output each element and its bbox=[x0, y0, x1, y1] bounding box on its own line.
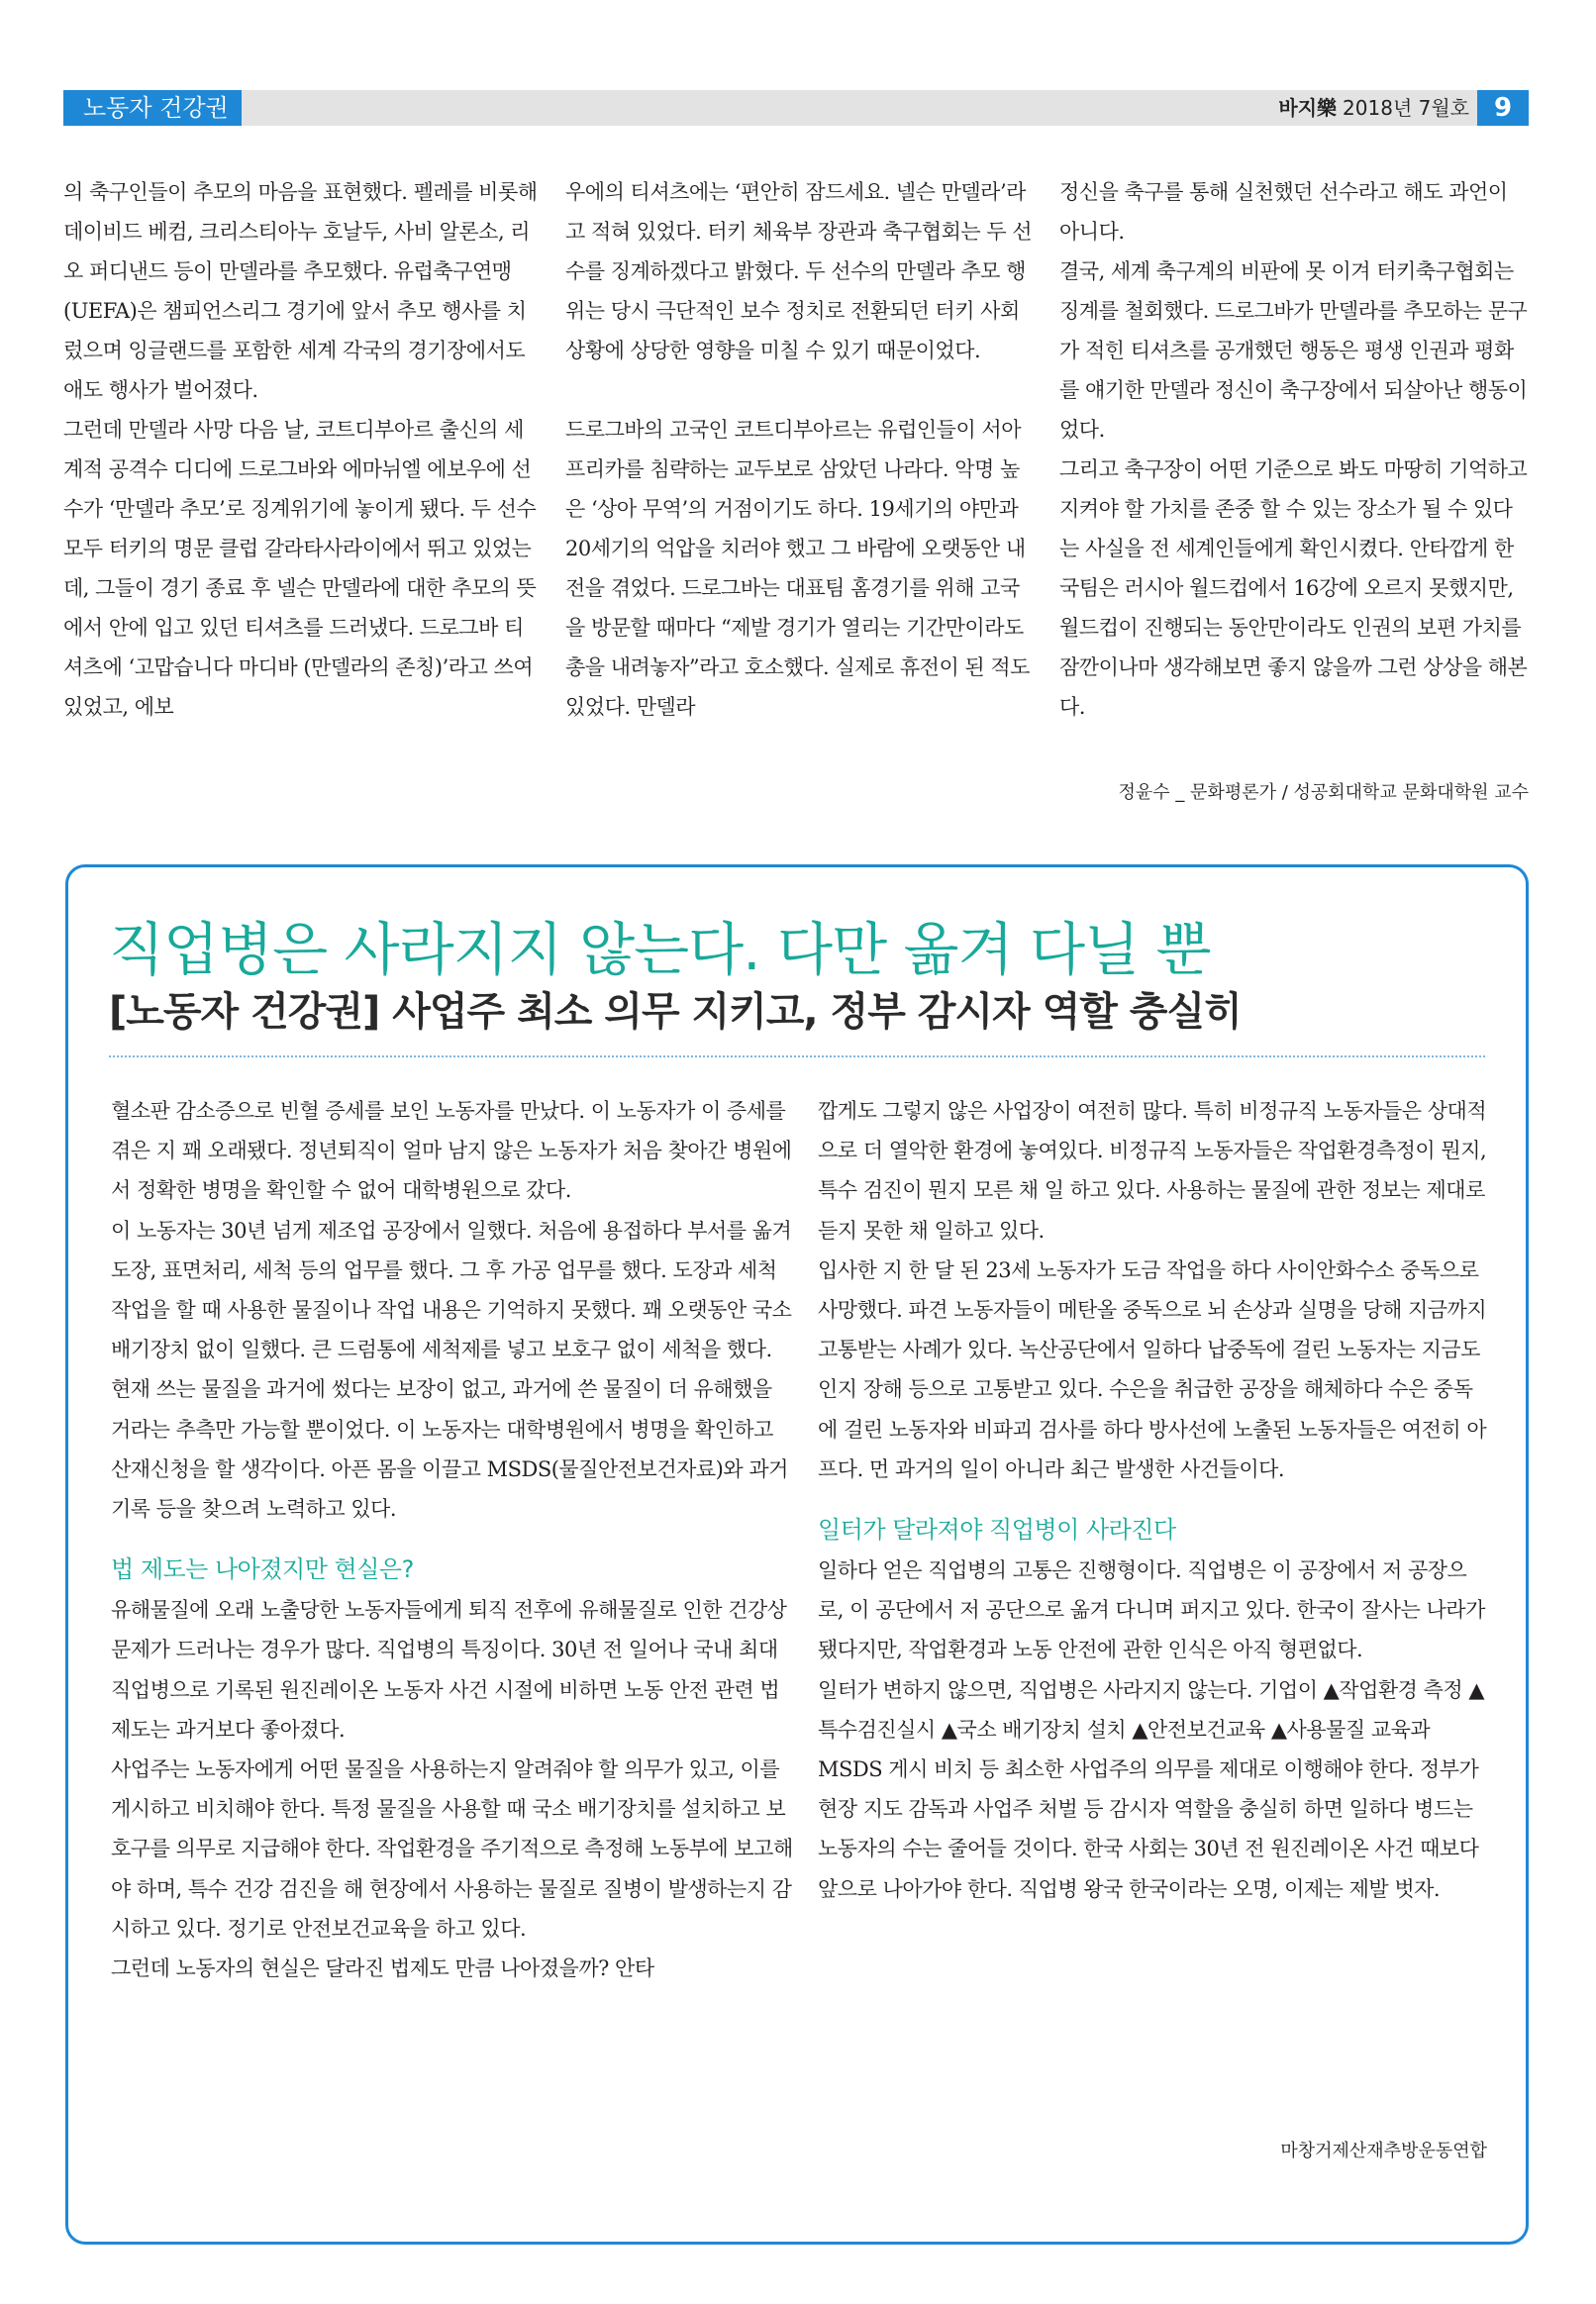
paragraph: 의 축구인들이 추모의 마음을 표현했다. 펠레를 비롯해 데이비드 베컴, 크리스티아누 호날두, 사비 알론소, 리오 퍼디낸드 등이 만델라를 추모했다. 유럽축구연맹(UEFA)은 챔피언스리그 경기에 앞서 추모 행사를 치렀으며 잉글랜드를 포함한 세계 각국의 경기장에서도 애도 행사가 벌어졌다. bbox=[63, 180, 538, 402]
magazine-name: 바지樂 bbox=[1278, 96, 1338, 120]
section-heading: 법 제도는 나아졌지만 현실은? bbox=[111, 1555, 414, 1584]
top-article-column-2 bbox=[565, 172, 1033, 727]
feature-column-2 bbox=[818, 1091, 1487, 1909]
issue-date: 2018년 7월호 bbox=[1343, 96, 1469, 120]
issue-info bbox=[1278, 90, 1469, 126]
page-header bbox=[63, 90, 1529, 126]
top-article-byline: 정윤수 _ 문화평론가 / 성공회대학교 문화대학원 교수 bbox=[1118, 782, 1529, 803]
paragraph: 혈소판 감소증으로 빈혈 증세를 보인 노동자를 만났다. 이 노동자가 이 증세를 겪은 지 꽤 오래됐다. 정년퇴직이 얼마 남지 않은 노동자가 처음 찾아간 병원에서 정확한 병명을 확인할 수 없어 대학병원으로 갔다. bbox=[111, 1099, 792, 1203]
paragraph: 그리고 축구장이 어떤 기준으로 봐도 마땅히 기억하고 지켜야 할 가치를 존중 할 수 있는 장소가 될 수 있다는 사실을 전 세계인들에게 확인시켰다. 안타깝게 한국팀은 러시아 월드컵에서 16강에 오르지 못했지만, 월드컵이 진행되는 동안만이라도 인권의 보편 가치를 잠깐이나마 생각해보면 좋지 않을까 그런 상상을 해본다. bbox=[1059, 457, 1528, 719]
paragraph: 일하다 얻은 직업병의 고통은 진행형이다. 직업병은 이 공장에서 저 공장으로, 이 공단에서 저 공단으로 옮겨 다니며 퍼지고 있다. 한국이 잘사는 나라가 됐다지만, 작업환경과 노동 안전에 관한 인식은 아직 형편없다. bbox=[818, 1558, 1485, 1662]
section-heading: 일터가 달라져야 직업병이 사라진다 bbox=[818, 1516, 1176, 1545]
paragraph: 그런데 만델라 사망 다음 날, 코트디부아르 출신의 세계적 공격수 디디에 드로그바와 에마뉘엘 에보우에 선수가 ‘만델라 추모’로 징계위기에 놓이게 됐다. 두 선수 모두 터키의 명문 클럽 갈라타사라이에서 뛰고 있었는데, 그들이 경기 종료 후 넬슨 만델라에 대한 추모의 뜻에서 안에 입고 있던 티셔츠를 드러냈다. 드로그바 티셔츠에 ‘고맙습니다 마디바 (만델라의 존칭)’라고 쓰여 있었고, 에보 bbox=[63, 418, 537, 719]
paragraph: 유해물질에 오래 노출당한 노동자들에게 퇴직 전후에 유해물질로 인한 건강상 문제가 드러나는 경우가 많다. 직업병의 특징이다. 30년 전 일어나 국내 최대 직업병으로 기록된 원진레이온 노동자 사건 시절에 비하면 노동 안전 관련 법 제도는 과거보다 좋아졌다. bbox=[111, 1598, 787, 1742]
feature-byline: 마창거제산재추방운동연합 bbox=[1280, 2141, 1487, 2161]
feature-column-1 bbox=[111, 1091, 794, 1988]
paragraph: 깝게도 그렇지 않은 사업장이 여전히 많다. 특히 비정규직 노동자들은 상대적으로 더 열악한 환경에 놓여있다. 비정규직 노동자들은 작업환경측정이 뭔지, 특수 검진이 뭔지 모른 채 일 하고 있다. 사용하는 물질에 관한 정보는 제대로 듣지 못한 채 일하고 있다. bbox=[818, 1099, 1487, 1243]
paragraph: 결국, 세계 축구계의 비판에 못 이겨 터키축구협회는 징계를 철회했다. 드로그바가 만델라를 추모하는 문구가 적힌 티셔츠를 공개했던 행동은 평생 인권과 평화를 얘기한 만델라 정신이 축구장에서 되살아난 행동이었다. bbox=[1059, 259, 1528, 442]
top-article-column-1 bbox=[63, 172, 541, 727]
paragraph: 사업주는 노동자에게 어떤 물질을 사용하는지 알려줘야 할 의무가 있고, 이를 게시하고 비치해야 한다. 특정 물질을 사용할 때 국소 배기장치를 설치하고 보호구를 의무로 지급해야 한다. 작업환경을 주기적으로 측정해 노동부에 보고해야 하며, 특수 건강 검진을 해 현장에서 사용하는 물질로 질병이 발생하는지 감시하고 있다. 정기로 안전보건교육을 하고 있다. bbox=[111, 1757, 793, 1941]
paragraph: 입사한 지 한 달 된 23세 노동자가 도금 작업을 하다 사이안화수소 중독으로 사망했다. 파견 노동자들이 메탄올 중독으로 뇌 손상과 실명을 당해 지금까지 고통받는 사례가 있다. 녹산공단에서 일하다 납중독에 걸린 노동자는 지금도 인지 장해 등으로 고통받고 있다. 수은을 취급한 공장을 해체하다 수은 중독에 걸린 노동자와 비파괴 검사를 하다 방사선에 노출된 노동자들은 여전히 아프다. 먼 과거의 일이 아니라 최근 발생한 사건들이다. bbox=[818, 1257, 1487, 1481]
paragraph: 이 노동자는 30년 넘게 제조업 공장에서 일했다. 처음에 용접하다 부서를 옮겨 도장, 표면처리, 세척 등의 업무를 했다. 그 후 가공 업무를 했다. 도장과 세척 작업을 할 때 사용한 물질이나 작업 내용은 기억하지 못했다. 꽤 오랫동안 국소 배기장치 없이 일했다. 큰 드럼통에 세척제를 넣고 보호구 없이 세척을 했다. 현재 쓰는 물질을 과거에 썼다는 보장이 없고, 과거에 쓴 물질이 더 유해했을 거라는 추측만 가능할 뿐이었다. 이 노동자는 대학병원에서 병명을 확인하고 산재신청을 할 생각이다. 아픈 몸을 이끌고 MSDS(물질안전보건자료)와 과거 기록 등을 찾으려 노력하고 있다. bbox=[111, 1218, 792, 1522]
paragraph: 일터가 변하지 않으면, 직업병은 사라지지 않는다. 기업이 ▲작업환경 측정 ▲특수검진실시 ▲국소 배기장치 설치 ▲안전보건교육 ▲사용물질 교육과 MSDS 게시 비치 등 최소한 사업주의 의무를 제대로 이행해야 한다. 정부가 현장 지도 감독과 사업주 처벌 등 감시자 역할을 충실히 하면 일하다 병드는 노동자의 수는 줄어들 것이다. 한국 사회는 30년 전 원진레이온 사건 때보다 앞으로 나아가야 한다. 직업병 왕국 한국이라는 오명, 이제는 제발 벗자. bbox=[818, 1677, 1485, 1901]
paragraph: 드로그바의 고국인 코트디부아르는 유럽인들이 서아프리카를 침략하는 교두보로 삼았던 나라다. 악명 높은 ‘상아 무역’의 거점이기도 하다. 19세기의 야만과 20세기의 억압을 치러야 했고 그 바람에 오랫동안 내전을 겪었다. 드로그바는 대표팀 홈경기를 위해 고국을 방문할 때마다 “제발 경기가 열리는 기간만이라도 총을 내려놓자”라고 호소했다. 실제로 휴전이 된 적도 있었다. 만델라 bbox=[565, 418, 1030, 719]
page-number: 9 bbox=[1477, 90, 1529, 126]
feature-subtitle: [노동자 건강권] 사업주 최소 의무 지키고, 정부 감시자 역할 충실히 bbox=[109, 989, 1242, 1035]
paragraph: 정신을 축구를 통해 실천했던 선수라고 해도 과언이 아니다. bbox=[1059, 180, 1508, 244]
section-tag: 노동자 건강권 bbox=[63, 90, 242, 126]
feature-title: 직업병은 사라지지 않는다. 다만 옮겨 다닐 뿐 bbox=[109, 916, 1211, 983]
paragraph: 우에의 티셔츠에는 ‘편안히 잠드세요. 넬슨 만델라’라고 적혀 있었다. 터키 체육부 장관과 축구협회는 두 선수를 징계하겠다고 밝혔다. 두 선수의 만델라 추모 행위는 당시 극단적인 보수 정치로 전환되던 터키 사회 상황에 상당한 영향을 미칠 수 있기 때문이었다. bbox=[565, 180, 1033, 362]
top-article-column-3 bbox=[1059, 172, 1529, 727]
divider bbox=[109, 1055, 1485, 1057]
paragraph: 그런데 노동자의 현실은 달라진 법제도 만큼 나아졌을까? 안타 bbox=[111, 1956, 654, 1981]
